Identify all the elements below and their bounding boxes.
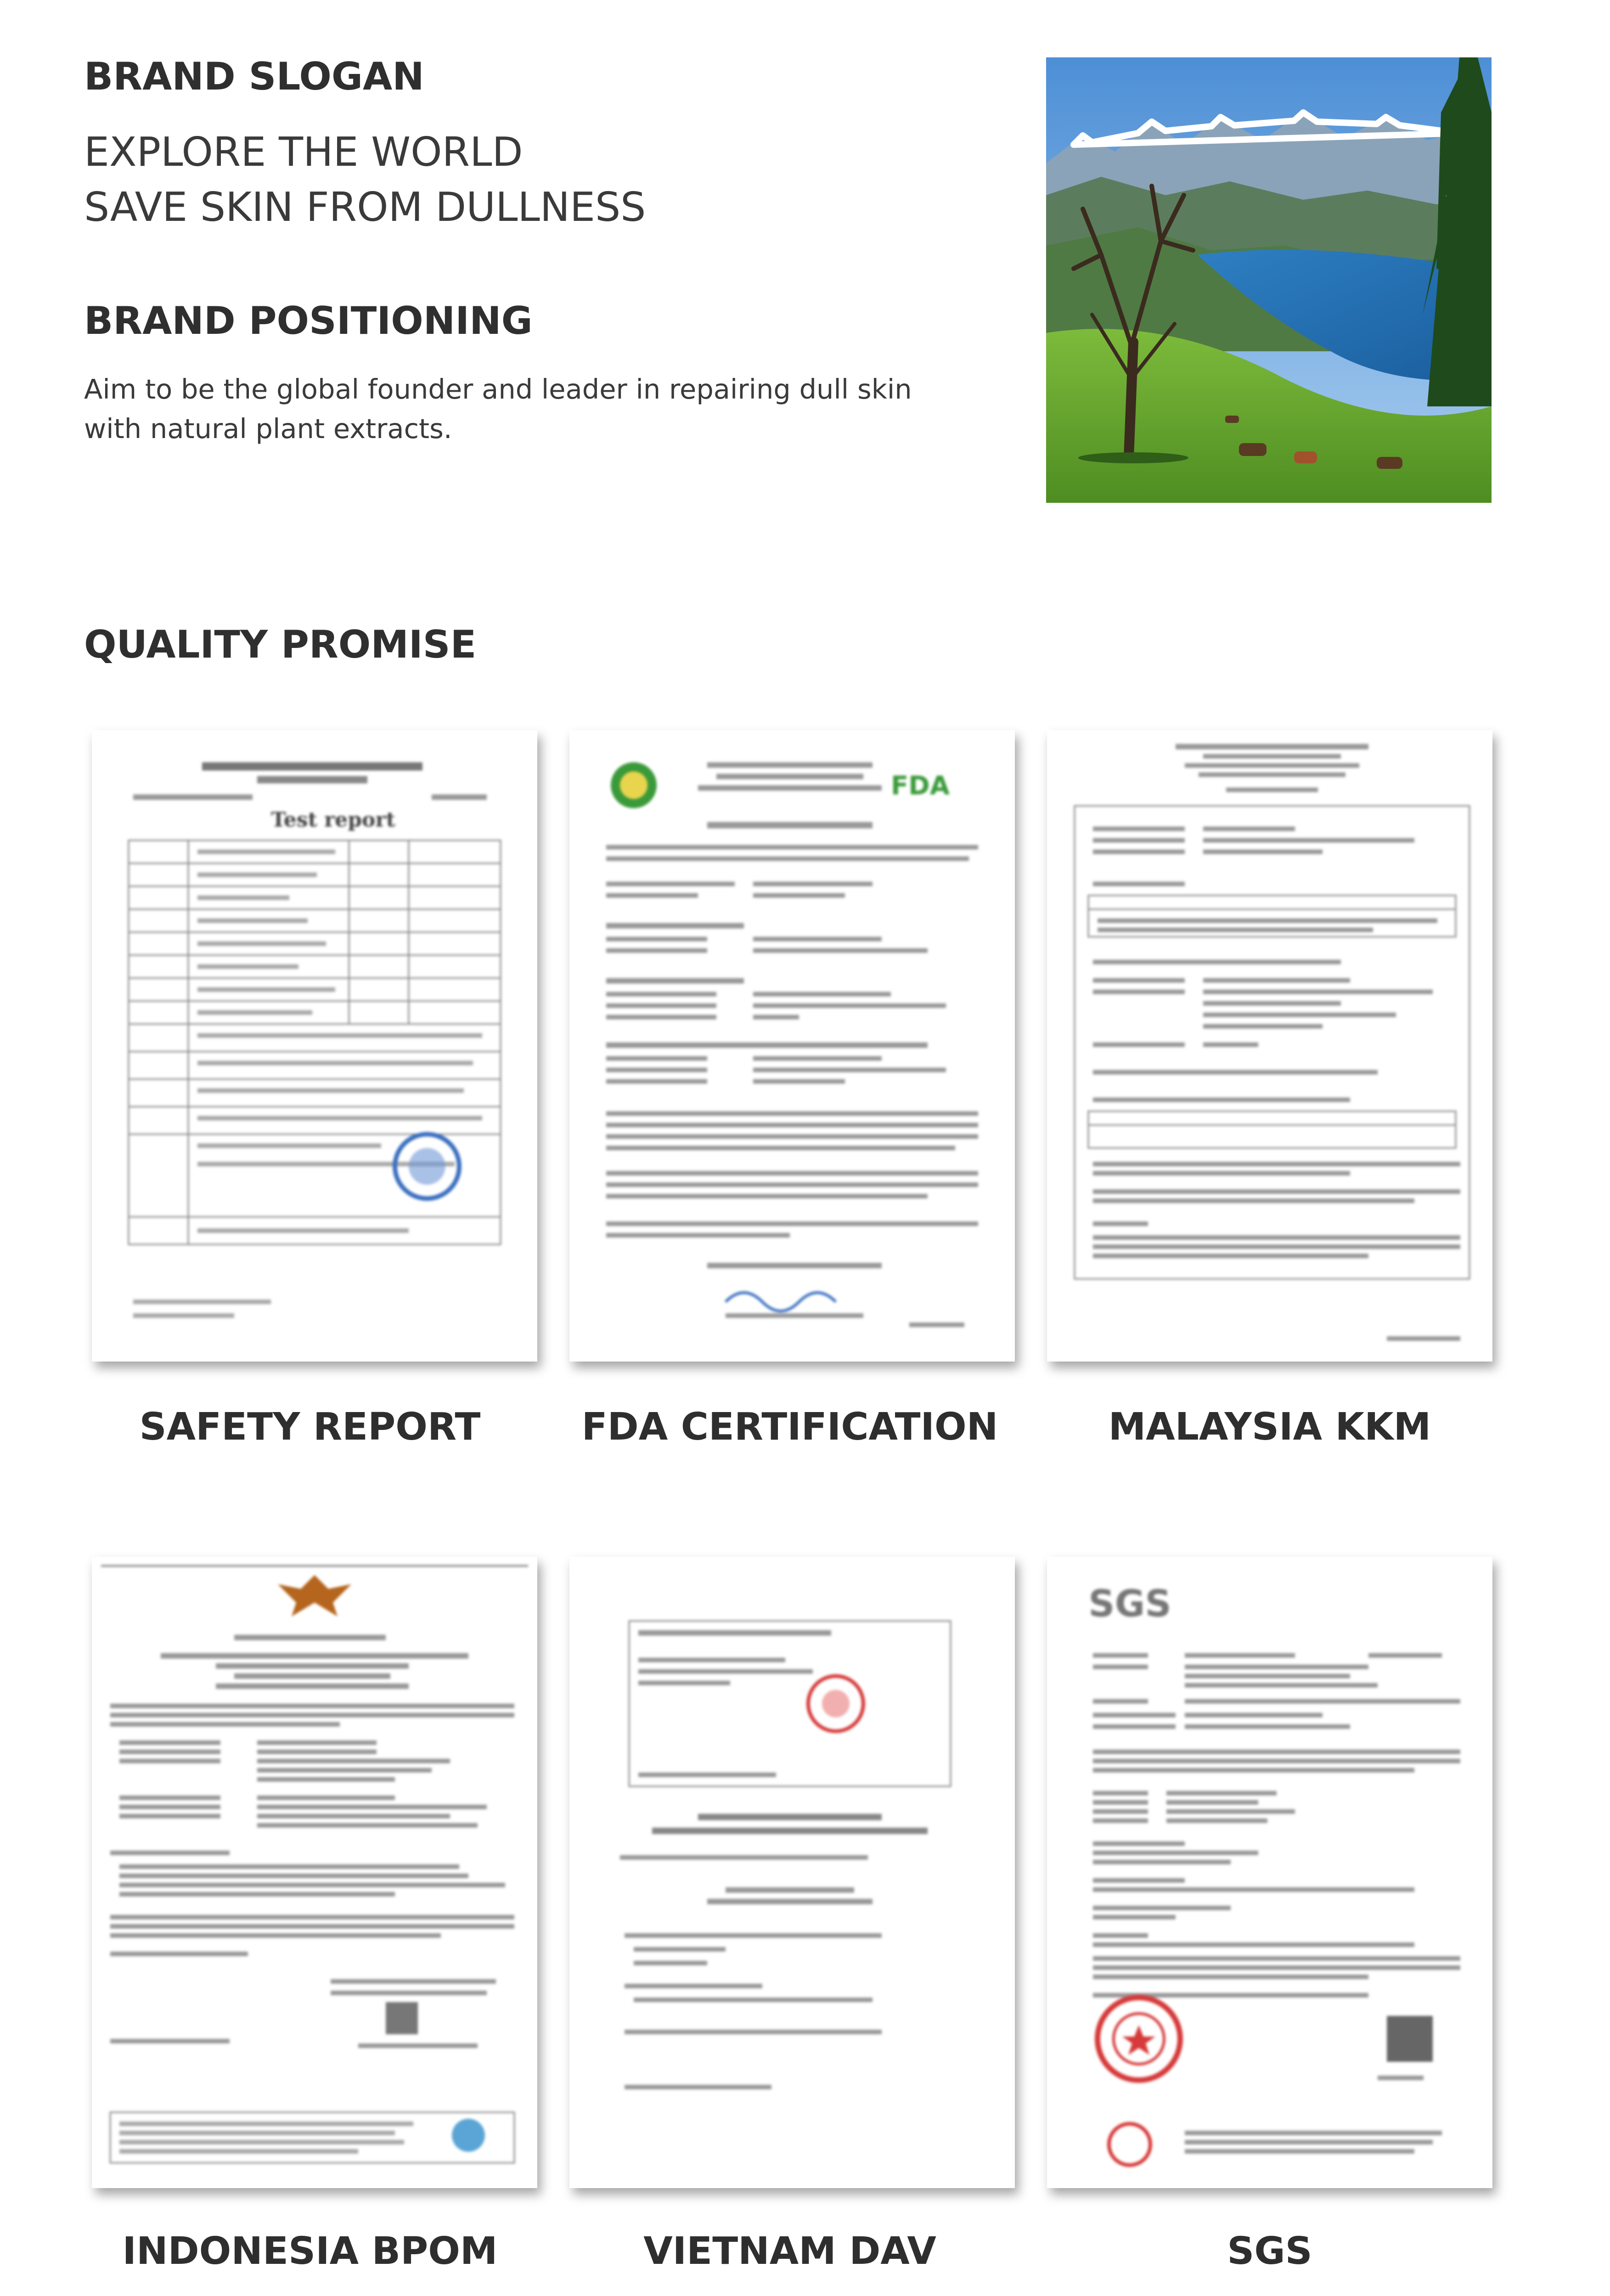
brand-slogan-heading: BRAND SLOGAN: [84, 54, 424, 99]
safety-report-document: [92, 730, 537, 1362]
caption-safety-report: SAFETY REPORT: [139, 1405, 481, 1449]
caption-vietnam-dav: VIETNAM DAV: [643, 2229, 936, 2273]
slogan-line-2: SAVE SKIN FROM DULLNESS: [84, 184, 646, 231]
quality-promise-heading: QUALITY PROMISE: [84, 622, 477, 667]
indonesia-bpom-document: [92, 1557, 537, 2188]
sgs-logo-text: SGS: [1088, 1582, 1171, 1625]
caption-sgs: SGS: [1227, 2229, 1312, 2273]
fda-certification-document: [569, 730, 1015, 1362]
malaysia-kkm-document: [1047, 730, 1492, 1362]
brand-positioning-text: Aim to be the global founder and leader in repairing dull skin with natural plant extracts.: [84, 373, 912, 445]
sgs-document: [1047, 1557, 1492, 2188]
doc-title-text: Test report: [271, 808, 395, 832]
caption-fda-certification: FDA CERTIFICATION: [581, 1405, 998, 1449]
fda-logo-text: FDA: [891, 771, 950, 801]
caption-indonesia-bpom: INDONESIA BPOM: [122, 2229, 498, 2273]
landscape-photo: [1046, 57, 1492, 503]
vietnam-dav-document: [569, 1557, 1015, 2188]
caption-malaysia-kkm: MALAYSIA KKM: [1108, 1405, 1431, 1449]
brand-positioning-heading: BRAND POSITIONING: [84, 298, 533, 343]
slogan-line-1: EXPLORE THE WORLD: [84, 129, 523, 175]
